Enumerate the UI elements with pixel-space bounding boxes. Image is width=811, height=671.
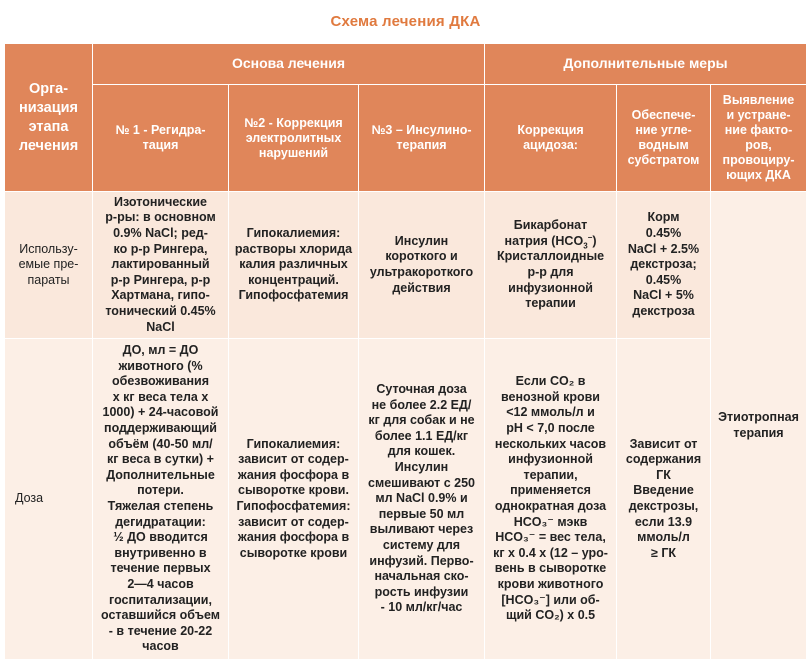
header-col-insulin: №3 – Инсулино- терапия	[359, 85, 485, 192]
header-main-group: Основа лечения	[93, 44, 485, 85]
table-row	[5, 192, 807, 339]
cell-drugs-electrolytes: Гипокалиемия: растворы хлорида калия различных концентраций. Гипофосфатемия	[229, 192, 359, 339]
treatment-table	[4, 43, 807, 660]
header-extra-group: Дополнительные меры	[485, 44, 807, 85]
cell-drugs-insulin: Инсулин короткого и ультракороткого действия	[359, 192, 485, 339]
cell-dose-substrate: Зависит от содержания ГК Введение декстрозы, если 13.9 ммоль/л ≥ ГК	[617, 339, 711, 660]
cell-dose-insulin: Суточная доза не более 2.2 ЕД/ кг для собак и не более 1.1 ЕД/кг для кошек. Инсулин смешивают с 250 мл NaCl 0.9% и первые 50 мл выливают через систему для инфузий. Перво- начальная ско- рость инфузии - 10 мл/кг/час	[359, 339, 485, 660]
cell-etiotropic-therapy: Этиотропная терапия	[711, 192, 807, 660]
header-col-substrate: Обеспече- ние угле- водным субстратом	[617, 85, 711, 192]
cell-drugs-substrate: Корм 0.45% NaCl + 2.5% декстроза; 0.45% NaCl + 5% декстроза	[617, 192, 711, 339]
cell-dose-electrolytes: Гипокалиемия: зависит от содер- жания фосфора в сыворотке крови. Гипофосфатемия: зависит от содер- жания фосфора в сыворотке крови	[229, 339, 359, 660]
header-org: Орга- низация этапа лечения	[5, 44, 93, 192]
header-col-provoking: Выявление и устране- ние факто- ров, провоциру- ющих ДКА	[711, 85, 807, 192]
cell-dose-rehydration: ДО, мл = ДО животного (% обезвоживания х кг веса тела х 1000) + 24-часовой поддерживающий объём (40-50 мл/ кг веса в сутки) + Дополнительные потери. Тяжелая степень дегидратации: ½ ДО вводится внутривенно в течение первых 2—4 часов госпитализации, оставшийся объем - в течение 20-22 часов	[93, 339, 229, 660]
row-label-drugs: Использу- емые пре- параты	[5, 192, 93, 339]
header-col-electrolytes: №2 - Коррекция электролитных нарушений	[229, 85, 359, 192]
header-col-acidosis: Коррекция ацидоза:	[485, 85, 617, 192]
cell-dose-acidosis: Если CO₂ в венозной крови <12 ммоль/л и pH < 7,0 после нескольких часов инфузионной терапии, применяется однократная доза HCO₃⁻ мэкв HCO₃⁻ = вес тела, кг х 0.4 х (12 – уро- вень в сыворотке крови животного [HCO₃⁻] или об- щий CO₂) х 0.5	[485, 339, 617, 660]
cell-drugs-acidosis: Бикарбонат натрия $(HCO_3^-)$ Кристаллоидные р-р для инфузионной терапии	[485, 192, 617, 339]
table-row	[5, 339, 807, 660]
page-title: Схема лечения ДКА	[330, 13, 481, 30]
cell-drugs-rehydration: Изотонические р-ры: в основном 0.9% NaCl; ред- ко р-р Рингера, лактированный р-р Рингера, р-р Хартмана, гипо- тонический 0.45% NaCl	[93, 192, 229, 339]
header-col-rehydration: № 1 - Регидра- тация	[93, 85, 229, 192]
row-label-dose: Доза	[5, 339, 93, 660]
